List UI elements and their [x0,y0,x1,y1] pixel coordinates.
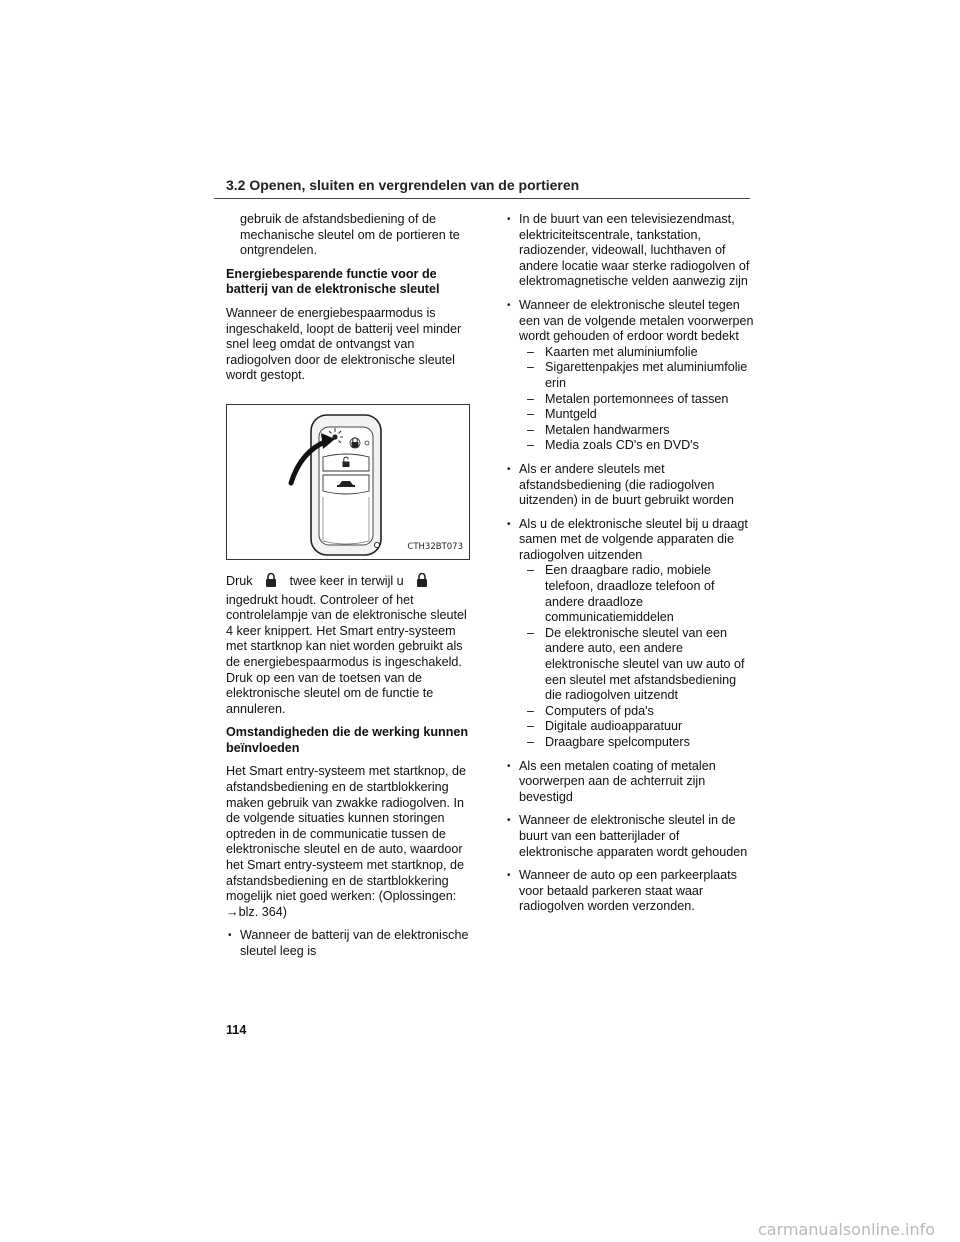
press-instruction [226,572,472,717]
sub-list-item: – Digitale audioapparatuur [527,719,683,734]
list-item [505,759,755,806]
lock-icon [407,572,437,593]
sub-list-item: – Metalen handwarmers [527,422,670,437]
press-text-a: Druk [226,573,253,588]
page-number: 114 [226,1023,247,1037]
key-fob-illustration [227,405,469,559]
section-title: 3.2 Openen, sluiten en vergrendelen van de portieren [226,177,580,193]
left-bullet-list [226,928,472,959]
list-item-text: Wanneer de elektronische sleutel tegen een van de volgende metalen voorwerpen wordt gehouden of erdoor wordt bedekt [519,297,754,344]
list-item [505,462,755,509]
list-item-text: Als een metalen coating of metalen voorwerpen aan de achterruit zijn bevestigd [519,758,716,804]
trunk-lock-icon [256,572,286,593]
list-item-text: Wanneer de elektronische sleutel in de buurt van een batterijlader of elektronische apparaten wordt gehouden [519,813,748,859]
sub-list-item: – Een draagbare radio, mobiele telefoon, draadloze telefoon of andere draadloze communicatiemiddelen [527,563,715,625]
sub-list-item: – De elektronische sleutel van een andere auto, een andere elektronische sleutel van uw auto of een sleutel met afstandsbediening die radiogolven uitzendt [527,625,745,703]
list-item: • Wanneer de batterij van de elektronische sleutel leeg is [226,928,472,959]
list-item-text: Wanneer de auto op een parkeerplaats voor betaald parkeren staat waar radiogolven worden verzonden. [519,868,737,914]
energy-saving-text: Wanneer de energiebespaarmodus is ingeschakeld, loopt de batterij veel minder snel leeg omdat de ontvangst van radiogolven door de elektronische sleutel wordt gestopt. [226,305,462,383]
conditions-text: Het Smart entry-systeem met startknop, de afstandsbediening en de startblokkering maken gebruik van zwakke radiogolven. In de volgende situaties kunnen storingen optreden in de communicatie tussen de elektronische sleutel en de auto, waardoor het Smart entry-systeem met startknop, de afstandsbediening en de startblokkering mogelijk niet goed werken: (Oplossingen: →blz. 364) [226,764,467,919]
sub-list [519,345,755,454]
list-item-text: In de buurt van een televisiezendmast, elektriciteitscentrale, tankstation, radiozender, videowall, luchthaven of andere locatie waar sterke radiogolven of elektromagnetische velden aanwezig zijn [519,212,750,289]
left-column [226,212,472,968]
key-fob-figure [226,404,470,560]
sub-list-item: – Draagbare spelcomputers [527,735,690,749]
list-item [505,868,755,915]
press-text-c: ingedrukt houdt. Controleer of het controlelampje van de elektronische sleutel 4 keer knippert. Het Smart entry-systeem met startknop kan niet worden gebruikt als de energiebespaarmodus is ingeschakeld. Druk op een van de toetsen van de elektronische sleutel om de functie te annuleren. [226,592,467,716]
heading-energy-saving: Energiebesparende functie voor de batterij van de elektronische sleutel [226,266,440,297]
list-item-text: Als er andere sleutels met afstandsbediening (die radiogolven uitzenden) in de buurt gebruikt worden [519,461,734,508]
right-bullet-list [505,212,755,915]
list-item [505,298,755,454]
list-item [505,212,755,290]
heading-conditions: Omstandigheden die de werking kunnen beïnvloeden [226,725,469,755]
sub-list-item: – Computers of pda's [527,703,654,718]
press-text-b: twee keer in terwijl u [289,573,404,588]
right-column [505,212,755,923]
sub-list [519,563,755,750]
list-item [505,517,755,751]
sub-list-item: – Kaarten met aluminiumfolie [527,344,698,359]
watermark: carmanualsonline.info [758,1220,936,1239]
figure-code: CTH32BT073 [407,542,463,553]
section-divider [214,198,750,199]
list-item-text: Als u de elektronische sleutel bij u draagt samen met de volgende apparaten die radiogolven uitzenden [519,516,748,562]
sub-list-item: – Muntgeld [527,407,597,422]
list-item [505,813,755,860]
sub-list-item: – Media zoals CD's en DVD's [527,438,699,453]
intro-text: gebruik de afstandsbediening of de mechanische sleutel om de portieren te ontgrendelen. [240,212,460,258]
sub-list-item: – Sigarettenpakjes met aluminiumfolie erin [527,360,748,390]
sub-list-item: – Metalen portemonnees of tassen [527,391,729,406]
